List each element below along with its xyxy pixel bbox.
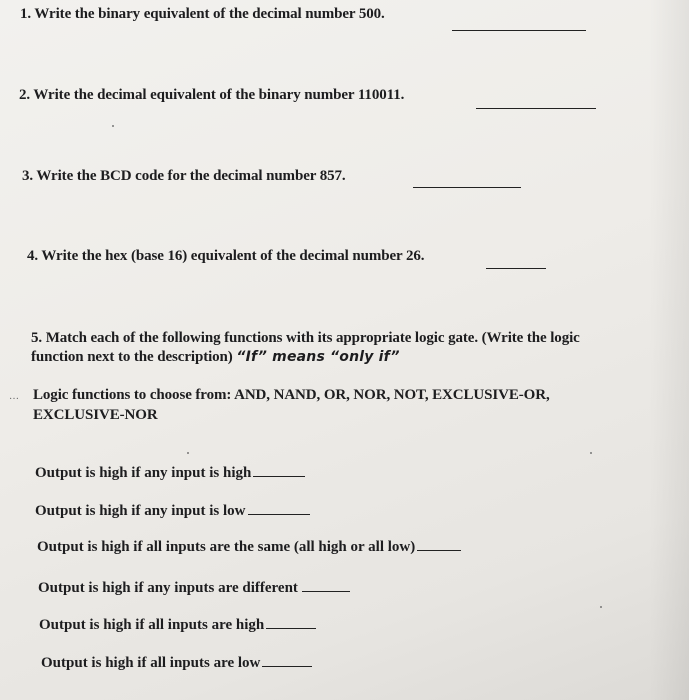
paper-speck [590, 452, 592, 454]
match-item-2-text: Output is high if any input is low [35, 503, 246, 519]
choices-line-2 [33, 407, 158, 424]
answer-blank-4[interactable] [486, 268, 546, 269]
choices-text-line-2: EXCLUSIVE-NOR [33, 407, 158, 423]
answer-blank-1[interactable] [452, 30, 586, 31]
match-blank-5[interactable] [266, 627, 316, 629]
match-item-5 [39, 617, 316, 634]
match-item-1-text: Output is high if any input is high [35, 465, 252, 481]
match-blank-6[interactable] [262, 665, 312, 667]
page-shadow [649, 0, 689, 700]
match-item-5-text: Output is high if all inputs are high [39, 617, 265, 633]
question-5-text-line-1: 5. Match each of the following functions with its appropriate logic gate. (Write the logic [31, 330, 580, 346]
match-item-1 [35, 465, 305, 482]
match-item-4 [38, 580, 350, 597]
paper-speck [600, 606, 602, 608]
question-2 [19, 87, 404, 104]
choices-line-1 [33, 387, 550, 404]
match-item-3 [37, 539, 461, 556]
question-5-text-line-2: function next to the description) [31, 349, 233, 365]
paper-speck [187, 452, 189, 454]
paper-speck [112, 125, 114, 127]
pencil-mark: … [9, 391, 19, 402]
handwritten-note: “If” means “only if” [236, 349, 400, 365]
question-1-text: 1. Write the binary equivalent of the decimal number 500. [20, 6, 385, 22]
question-2-text: 2. Write the decimal equivalent of the binary number 110011. [19, 87, 405, 103]
match-item-4-text: Output is high if any inputs are different [38, 580, 298, 596]
match-item-6-text: Output is high if all inputs are low [41, 655, 261, 671]
match-item-6 [41, 655, 312, 672]
match-blank-3[interactable] [417, 549, 461, 551]
answer-blank-3[interactable] [413, 187, 521, 188]
question-1 [20, 6, 385, 23]
choices-text-line-1: Logic functions to choose from: AND, NAND, OR, NOR, NOT, EXCLUSIVE-OR, [33, 387, 550, 403]
match-item-2 [35, 503, 310, 520]
question-5-line-2 [31, 349, 400, 366]
match-item-3-text: Output is high if all inputs are the same (all high or all low) [37, 539, 416, 555]
question-3-text: 3. Write the BCD code for the decimal number 857. [22, 168, 346, 184]
question-3 [22, 168, 346, 185]
question-4-text: 4. Write the hex (base 16) equivalent of the decimal number 26. [27, 248, 425, 264]
question-4 [27, 248, 424, 265]
match-blank-1[interactable] [253, 475, 305, 477]
question-5-line-1 [31, 330, 580, 347]
answer-blank-2[interactable] [476, 108, 596, 109]
match-blank-2[interactable] [248, 513, 310, 515]
match-blank-4[interactable] [302, 590, 350, 592]
